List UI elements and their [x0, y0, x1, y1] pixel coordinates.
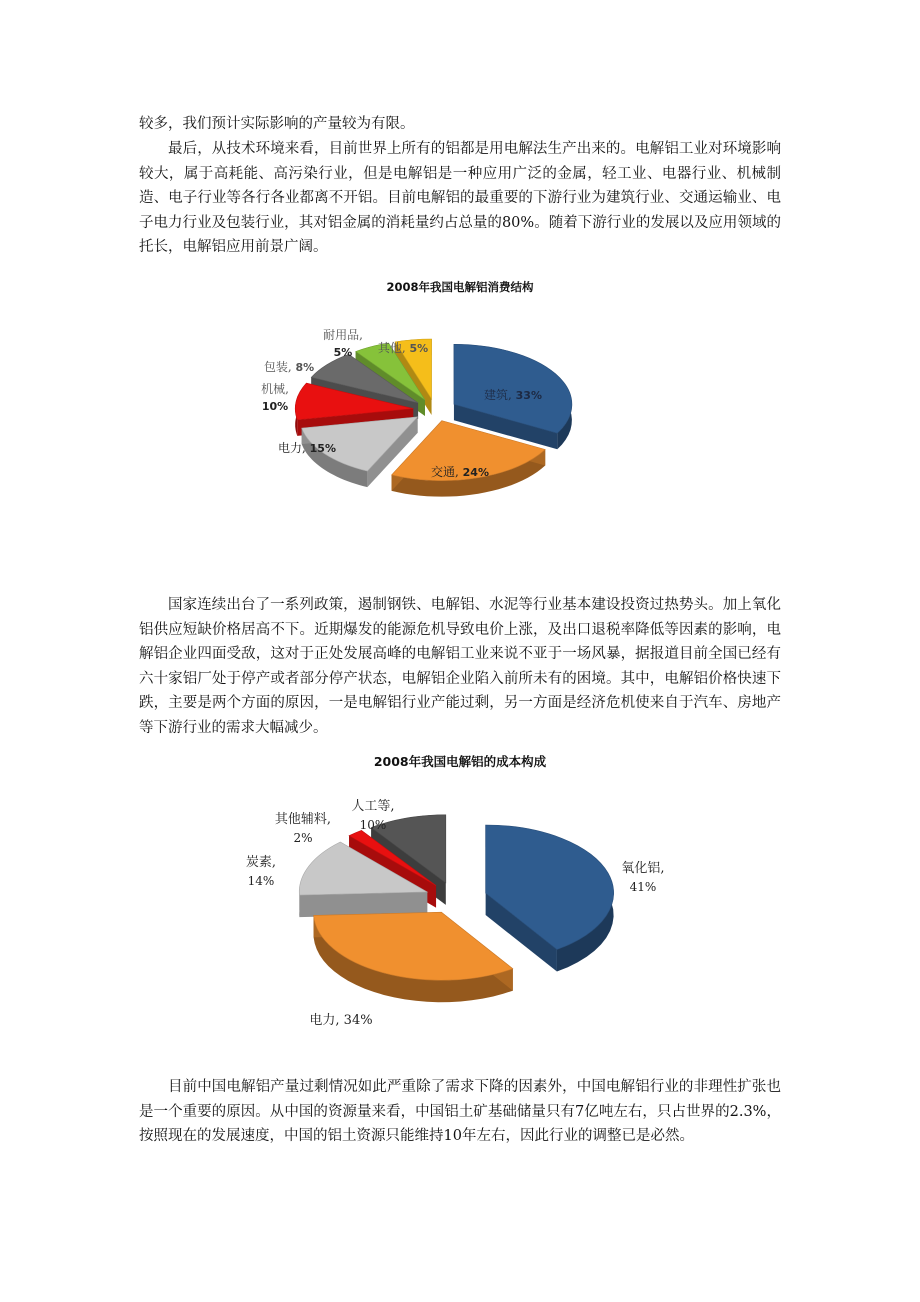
svg-text:14%: 14% [247, 874, 275, 888]
svg-text:2%: 2% [293, 831, 313, 845]
svg-text:其他, 5%: 其他, 5% [377, 341, 429, 355]
chart2-label-炭素 [246, 854, 276, 888]
svg-text:41%: 41% [629, 880, 657, 894]
chart1-title: 2008年我国电解铝消费结构 [386, 280, 534, 294]
paragraph-3: 国家连续出台了一系列政策，遏制钢铁、电解铝、水泥等行业基本建设投资过热势头。加上氧化铝供应短缺价格居高不下。近期爆发的能源危机导致电价上涨，及出口退税率降低等因素的影响，电解铝企业四面受敌，这对于正处发展高峰的电解铝工业来说不亚于一场风暴，据报道目前全国已经有六十家铝厂处于停产或者部分停产状态，电解铝企业陷入前所未有的困境。其中，电解铝价格快速下跌，主要是两个方面的原因，一是电解铝行业产能过剩，另一方面是经济危机使来自于汽车、房地产等下游行业的需求大幅减少。 [139, 597, 781, 736]
chart2-label-其他辅料 [275, 811, 331, 845]
paragraph-2: 最后，从技术环境来看，目前世界上所有的铝都是用电解法生产出来的。电解铝工业对环境影响较大，属于高耗能、高污染行业，但是电解铝是一种应用广泛的金属，轻工业、电器行业、机械制造、电子行业等各行各业都离不开铝。目前电解铝的最重要的下游行业为建筑行业、交通运输业、电子电力行业及包装行业，其对铝金属的消耗量约占总量的80%。随着下游行业的发展以及应用领域的托长，电解铝应用前景广阔。 [139, 141, 781, 255]
svg-text:10%: 10% [261, 400, 289, 413]
chart2-cost-structure [245, 790, 685, 1035]
paragraph-4: 目前中国电解铝产量过剩情况如此严重除了需求下降的因素外，中国电解铝行业的非理性扩张也是一个重要的原因。从中国的资源量来看，中国铝土矿基础储量只有7亿吨左右，只占世界的2.3%，按照现在的发展速度，中国的铝土资源只能维持10年左右，因此行业的调整已是必然。 [139, 1079, 781, 1144]
svg-text:5%: 5% [333, 346, 353, 359]
chart1-label-机械 [261, 381, 289, 413]
svg-text:建筑, 33%: 建筑, 33% [484, 388, 542, 402]
svg-text:炭素,: 炭素, [245, 855, 277, 870]
svg-text:氧化铝,: 氧化铝, [621, 861, 665, 876]
chart1-label-交通 [431, 465, 489, 479]
svg-text:耐用品,: 耐用品, [323, 328, 363, 342]
chart2-title: 2008年我国电解铝的成本构成 [373, 754, 547, 769]
chart1-consumption-structure [255, 315, 615, 525]
chart2-label-氧化铝 [621, 861, 664, 894]
svg-text:电力, 34%: 电力, 34% [309, 1013, 373, 1028]
svg-text:10%: 10% [359, 818, 387, 832]
chart1-label-电力 [278, 440, 336, 455]
svg-text:包装, 8%: 包装, 8% [263, 360, 315, 374]
svg-text:机械,: 机械, [261, 382, 289, 396]
chart2-label-电力 [309, 1012, 372, 1028]
paragraph-1: 较多，我们预计实际影响的产量较为有限。 [139, 116, 415, 132]
svg-text:人工等,: 人工等, [351, 799, 395, 814]
svg-text:电力, 15%: 电力, 15% [278, 441, 336, 455]
svg-text:其他辅料,: 其他辅料, [274, 812, 332, 827]
chart1-label-建筑 [484, 387, 542, 402]
chart1-label-包装 [264, 359, 314, 374]
svg-text:交通, 24%: 交通, 24% [431, 465, 489, 479]
chart1-label-其他 [378, 340, 428, 355]
